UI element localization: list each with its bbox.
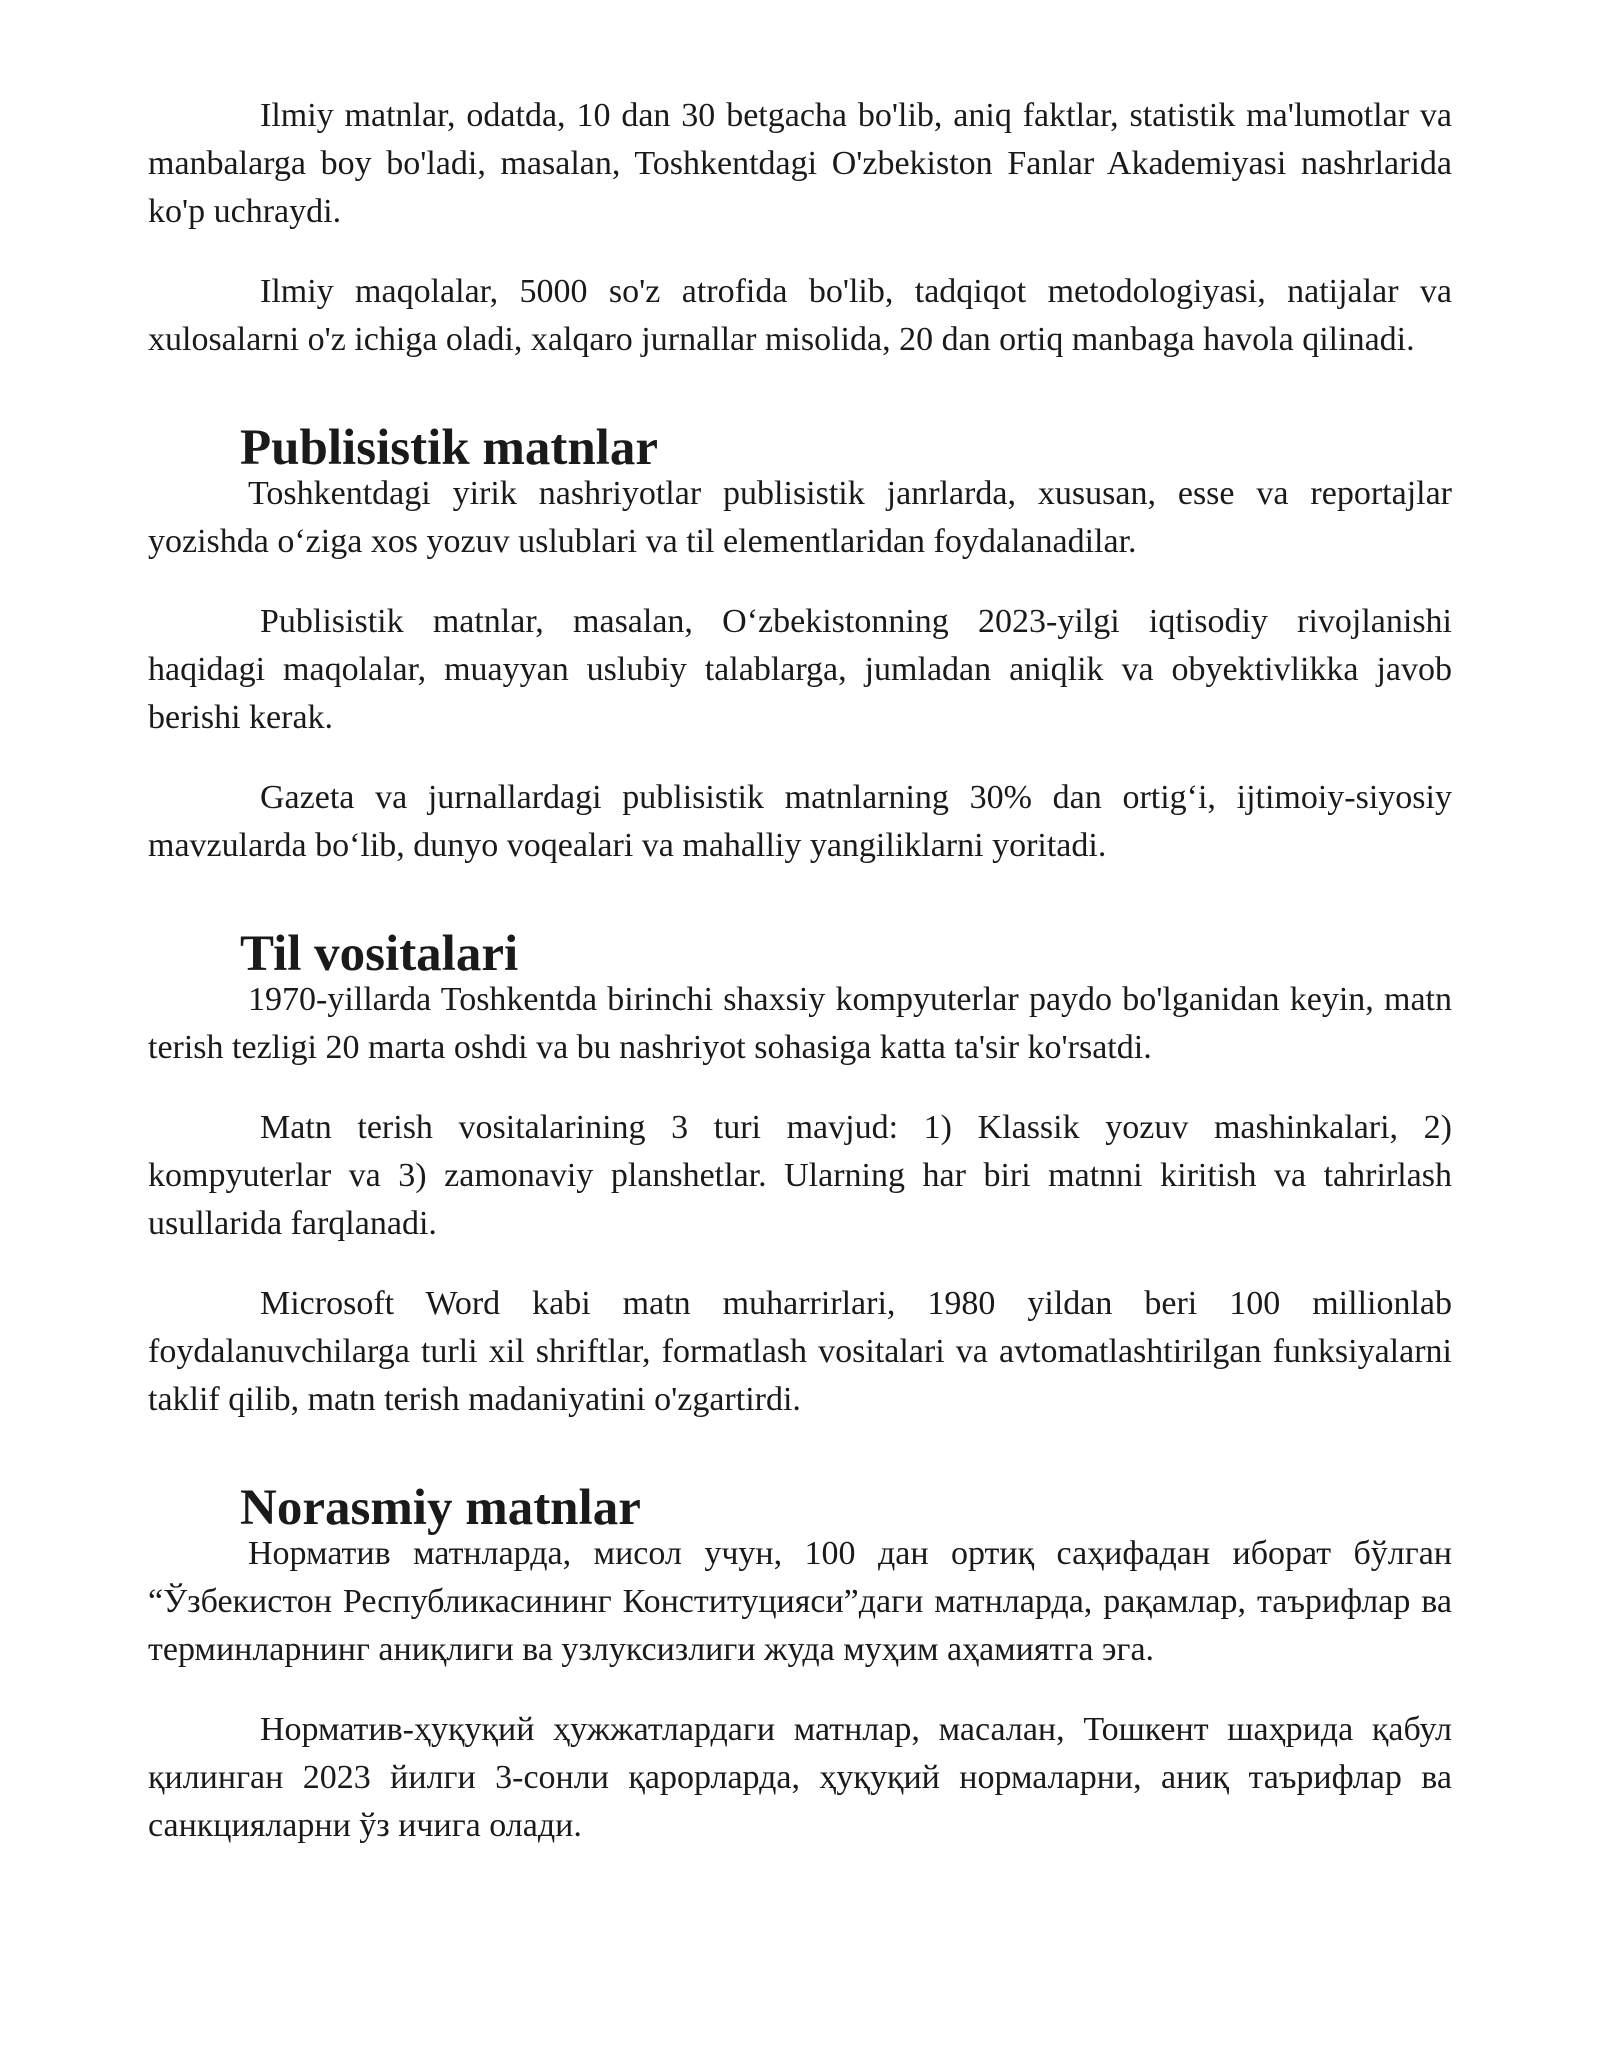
heading-publisistik-matnlar: Publisistik matnlar (240, 420, 658, 476)
paragraph-til-vositalari-3: Microsoft Word kabi matn muharrirlari, 1980 yildan beri 100 millionlab foydalanuvchilarga turli xil shriftlar, formatlash vositalari va avtomatlashtirilgan funksiyalarni taklif qilib, matn terish madaniyatini o'zgartirdi. (148, 1285, 1452, 1418)
document-page (148, 92, 1452, 1850)
paragraph-til-vositalari-2: Matn terish vositalarining 3 turi mavjud: 1) Klassik yozuv mashinkalari, 2) kompyuterlar va 3) zamonaviy planshetlar. Ularning har biri matnni kiritish va tahrirlash usullarida farqlanadi. (148, 1109, 1452, 1242)
paragraph-publisistik-3: Gazeta va jurnallardagi publisistik matnlarning 30% dan ortig‘i, ijtimoiy-siyosiy mavzularda bo‘lib, dunyo voqealari va mahalliy yangiliklarni yoritadi. (148, 779, 1452, 864)
paragraph-ilmiy-maqolalar: Ilmiy maqolalar, 5000 so'z atrofida bo'lib, tadqiqot metodologiyasi, natijalar va xulosalarni o'z ichiga oladi, xalqaro jurnallar misolida, 20 dan ortiq manbaga havola qilinadi. (148, 273, 1452, 358)
paragraph-ilmiy-matnlar: Ilmiy matnlar, odatda, 10 dan 30 betgacha bo'lib, aniq faktlar, statistik ma'lumotlar va manbalarga boy bo'ladi, masalan, Toshkentdagi O'zbekiston Fanlar Akademiyasi nashrlarida ko'p uchraydi. (148, 97, 1452, 230)
paragraph-til-vositalari-1: 1970-yillarda Toshkentda birinchi shaxsiy kompyuterlar paydo bo'lganidan keyin, matn terish tezligi 20 marta oshdi va bu nashriyot sohasiga katta ta'sir ko'rsatdi. (148, 981, 1452, 1066)
heading-til-vositalari: Til vositalari (240, 926, 519, 982)
paragraph-publisistik-2: Publisistik matnlar, masalan, O‘zbekistonning 2023-yilgi iqtisodiy rivojlanishi haqidagi maqolalar, muayyan uslubiy talablarga, jumladan aniqlik va obyektivlikka javob berishi kerak. (148, 603, 1452, 736)
heading-norasmiy-matnlar: Norasmiy matnlar (240, 1480, 641, 1536)
paragraph-norasmiy-1: Норматив матнларда, мисол учун, 100 дан ортиқ саҳифадан иборат бўлган “Ўзбекистон Республикасининг Конституцияси”даги матнларда, рақамлар, таърифлар ва терминларнинг аниқлиги ва узлуксизлиги жуда муҳим аҳамиятга эга. (148, 1535, 1452, 1668)
paragraph-publisistik-1: Toshkentdagi yirik nashriyotlar publisistik janrlarda, xususan, esse va reportajlar yozishda o‘ziga xos yozuv uslublari va til elementlaridan foydalanadilar. (148, 475, 1452, 560)
paragraph-norasmiy-2: Норматив-ҳуқуқий ҳужжатлардаги матнлар, масалан, Тошкент шаҳрида қабул қилинган 2023 йилги 3-сонли қарорларда, ҳуқуқий нормаларни, аниқ таърифлар ва санкцияларни ўз ичига олади. (148, 1711, 1452, 1844)
